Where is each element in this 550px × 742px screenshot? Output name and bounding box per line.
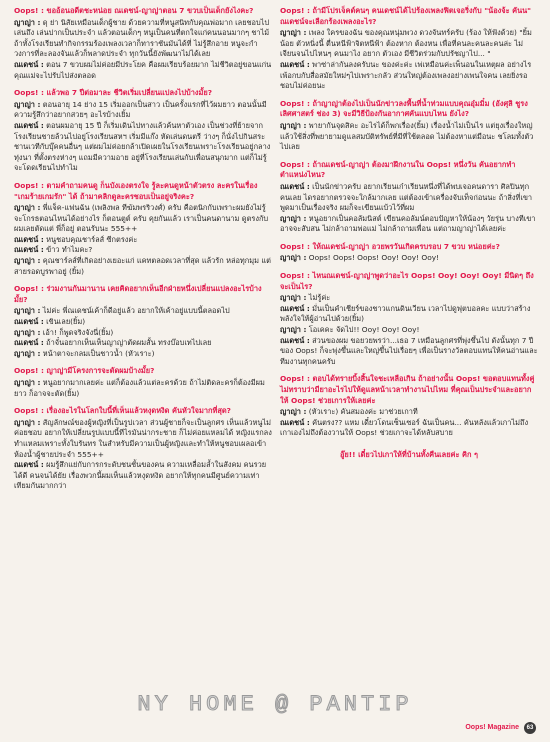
answer-text: หนูอยากเป็นคอลัมนิสต์ เขียนคอลัมน์ตอบปัญหาให้น้องๆ วัยรุ่น บางทีเขาอาจจะสับสน ไม่กล้าถามพ่อแม่ ไม่กล้าถามเพื่อน แต่ถามญาญ่าได้เลยค่ะ [280, 213, 536, 234]
magazine-name: Oops! Magazine [465, 724, 520, 731]
interview-answer [280, 336, 538, 368]
interview-answer [14, 60, 272, 81]
speaker-name: ณเดชน์ : [14, 317, 44, 327]
speaker-name: ณเดชน์ : [14, 338, 44, 348]
interview-answer [14, 256, 272, 277]
interview-question: Oops! : ถ้ามีโปรเจ็คต์คนๆ คนเดชน์ได้ไปร้องเพลงฟิตเจอริ่งกับ "น้องจ้ะ คันน" ณเดชน์จะเลือกร้องเพลงอะไร? [280, 6, 532, 26]
answer-text: ไม่ค่ะ พี่ณเดชน์เค้าก็ดีอยู่แล้ว อยากให้เค้าอยู่แบบนี้ตลอดไป [42, 306, 230, 316]
answer-text: เอ้า! ก็พูดจริงจังนี่(ยิ้ม) [42, 327, 114, 337]
answer-text: ตอน 7 ขวบผมไม่ค่อยมีประโยค คือผมเรียบร้อยมาก ไม่ชีวิตอยู่ขอนแก่น คุณแม่จะไปรับไปส่งตลอด [14, 59, 272, 80]
speaker-name: ญาญ่า : [280, 253, 307, 263]
interview-answer [14, 349, 272, 360]
speaker-name: ญาญ่า : [14, 306, 41, 316]
speaker-name: ณเดชน์ : [14, 460, 44, 470]
interview-answer [280, 407, 538, 418]
closing-note: อู๊ย!! เดี๋ยวไปเกาให้ที่บ้านทั้งคืนเลยค่ะ คิก ๆ [339, 449, 478, 459]
interview-answer [14, 100, 272, 121]
interview-question: Oops! : ถ้าณเดชน์-ญาญ่า ต้องมาฝึกงานใน Oops! หนึ่งวัน คันอยากทำตำแหน่งไหน? [280, 159, 516, 180]
interview-question: Oops! : ถ้าญาญ่าต้องไปเป็นนักข่าวลงพื้นที่น้ำท่วมแบบคุณอุ๋มมิ๋ม (อังศุลิ ชูรงเลิศศาสตร์ ช่อง 3) จะมีวิธีป้องกันอากาศคันแบบไหน ยังไง? [280, 98, 528, 119]
right-column [280, 6, 538, 468]
answer-text: ตอนอายุ 14 ย่าง 15 เริ่มออกเป็นสาว เป็นครั้งแรกที่ไว้ผมยาว ตอนนั้นมีความรู้สึกว่าอยากสวยๆ อะไรบ้างเยิ้ม [14, 99, 267, 120]
interview-answer [14, 18, 272, 60]
interview-question: Oops! : ตามคำถามคนดู ก็นบังเองตรงใจ รู้ละคนดูหน้าตัวตรง ละครในเรื่อง "เกมร้ายเกมรัก" ได้ ถ้ามาคลิกดูละครชอบเป็นอยู่จริงคะ? [14, 180, 258, 201]
interview-answer [14, 338, 272, 349]
interview-answer [280, 121, 538, 153]
interview-answer [280, 214, 538, 235]
interview-answer [14, 378, 272, 399]
interview-question: Oops! : ร่วมงานกันมานาน เคยคิดอยากเห็นอีกฝ่ายหนึ่งเปลี่ยนแปลงอะไรบ้างมั้ย? [14, 284, 262, 304]
answer-text: ถ้าจั๋นอยากเห็นเห็นญาญ่าตัดผมสั้น ทรงบ๊อบเทไปเลย [46, 338, 212, 348]
speaker-name: ณเดชน์ : [280, 335, 310, 345]
interview-answer [14, 235, 272, 246]
speaker-name: ญาญ่า : [14, 99, 41, 109]
answer-text: ดุ ย่า นิสัยเหมือนเด็กผู้ชาย ด้วยความที่หนูสนิทกับคุณพ่อมาก เลยชอบไปเล่นถึง เล่นปากเป็นประจำ แล้วตอนเด็กๆ หนูเป็นคนที่ตกใจแก่คนนอนมากๆ ชาไม้ถ้าทั้งโรงเรียนทำกิจกรรมร้องเพลงเวลาก็ทาราชันมันได้ที่ ไม่รู้สึกอาย หนูจะกำวงการที่ละลองจันแล้วก็พลาดประจำ ทุกวันนี้ยังพัฒนาไม่ได้เลย [14, 17, 270, 59]
watermark: NY HOME @ PANTIP [137, 692, 413, 717]
speaker-name: ญาญ่า : [14, 417, 41, 427]
speaker-name: ณเดชน์ : [14, 234, 44, 244]
speaker-name: ณเดชน์ : [14, 59, 44, 69]
answer-text: เป็นนักข่าวครับ อยากเรียนเก๋าเรียนหนึ่งที่ได้พบเจอคนดารา ศิลปินทุกคนเลย ไดรอยากตรวจจะใกล้มากเลย แต่ต้องเข้าเครื่องจับเท็จก่อนนะ ถ้าสิ่งที่เขาพูดมาเป็นเรื่องจริง ผมก็จะเขียนแบ้วไว้ที่ผม [280, 181, 533, 213]
interview-answer [14, 418, 272, 460]
interview-question: Oops! : ขออ้อนอดีตชะหน่อย ณเดชน์-ญาญ่าตอน 7 ขวบเป็นเด็กยังไงคะ? [14, 6, 254, 15]
interview-question: Oops! : เรื่องอะไรในโลกใบนี้ที่เห็นแล้วหงุดหงิด คันหัวใจมากที่สุด? [14, 406, 231, 416]
speaker-name: ญาญ่า : [280, 407, 307, 417]
interview-answer [280, 28, 538, 60]
answer-text: ตอนผมอายุ 15 ปี ก็เริ่มเดินไปทางแล้วค้นหาตัวเอง เป็นช่วงที่ย้ายจากโรงเรียนชายล้วนไปอยู่โรงเรียนสหฯ เริ่มมีแก๊ง หัดเล่นดนตรี ว่างๆ ก็นั่งไปกินสระชานเวทีกับบุ๊คคนอื่นๆ แต่ผมไม่ค่อยกล้าเปิดเผยในโรงเรียนเพราะโรงเรียนอยู่กลางทุ่งนา ที่ตั้งตรงห่างๆ แถมมีความอาย อยู่ที่โรงเรียนเล่นกับเพื่อนสนุกมาก แต่ก็ไม่รู้จะโดดเรียนไปทำไม [14, 120, 271, 173]
speaker-name: ญาญ่า : [14, 256, 41, 266]
spacer [280, 264, 538, 271]
speaker-name: ณเดชน์ : [280, 303, 310, 313]
interview-question: Oops! : ไหนณเดชน์-ญาญ่าพูดว่าอะไร Oops! Ooy! Ooy! Ooy! มีนิดๆ ถึงจะเป็นไร? [280, 271, 534, 291]
speaker-name: ณเดชน์ : [14, 120, 44, 130]
interview-answer [14, 245, 272, 256]
speaker-name: ณเดชน์ : [14, 245, 44, 255]
answer-text: ไม่รู้ค่ะ [308, 293, 331, 303]
speaker-name: ญาญ่า : [14, 17, 41, 27]
interview-answer [14, 306, 272, 317]
speaker-name: ญาญ่า : [280, 28, 307, 38]
answer-text: คันตรง?? แหม เดี๋ยวโดนเซ็นเซอร์ ฉันเป็นคน... คันหลังแล้วเกาไม่ถึง เกาเองไม่ถึงต้องวานให้ Oops! ช่วยเกาจะได้หลับสบาย [280, 417, 529, 438]
speaker-name: ญาญ่า : [280, 120, 307, 130]
speaker-name: ญาญ่า : [14, 203, 41, 213]
answer-text: ส่วนของผม ขอยวยพรว่า...เธอ 7 เหมือนลูกศรที่พุ่งขึ้นไป ดังนั้นทุก 7 ปีของ Oops! ก็จะพุ่งขึ้นและใหญ่ขึ้นไปเรื่อยๆ เพื่อเป็นรางวัลตอบแทนให้คนอ่านและทีมงานทุกคนครับ [280, 335, 538, 366]
speaker-name: ณเดชน์ : [280, 417, 310, 427]
left-column [14, 6, 272, 492]
speaker-name: ญาญ่า : [280, 213, 307, 223]
answer-text: Oops! Oops! Oops! Ooy! Ooy! Ooy! [308, 253, 440, 263]
interview-answer [280, 418, 538, 439]
answer-text: หนูอยากมากเลยค่ะ แต่ก็ต้องแล้วแต่ละครด้วย ถ้าไม่ติดละครก็ต้องมีผมยาว ก็อาจจะตัด(ยิ้ม) [14, 378, 265, 398]
spacer [280, 92, 538, 99]
speaker-name: ณเดชน์ : [280, 181, 310, 191]
speaker-name: ญาญ่า : [14, 378, 41, 387]
answer-text: พายากันจุดสิคะ อะไรได้ก็พกเรื่อง(ยิ้ม) เรื่องน้ำไม่เป็นไร แต่ยุงเรื่องใหญ่ แล้วใช้สิ่งที่พยายามดูแลสมบัติทรัพย์ที่มีที่ใช้ตลอด ไม่ต้องหาแต่มือนะ ชโลมทั้งตัวไปเลย [280, 120, 534, 152]
speaker-name: ญาญ่า : [280, 325, 307, 335]
interview-answer [280, 60, 538, 92]
interview-question: Oops! : ตอบได้ทรายบิ้งสิ้นใจชะเหลือเกิน ถ้าอย่างนั้น Oops! ขอตอบแทนทั้งคู่ ไม่ทราบว่ามียาอะไรไปให้ดูแลหน้าเวลาทำงานไปไหม ที่คุณเป็นประจำและอยากให้ Oops! ช่วยเการให้เลยค่ะ [280, 374, 535, 405]
interview-answer [280, 253, 538, 264]
interview-question: Oops! : ให้ณเดชน์-ญาญ่า อวยพรวันเกิดครบรอบ 7 ขวบ หน่อยค่ะ? [280, 241, 500, 251]
interview-answer [280, 182, 538, 214]
answer-text: คุณชาร์ลส์ที่เกิดอย่างเยอะแก่ แคทตลอดเวลาที่สุด แล้วรัก หล่อทุกมุม แต่สายรอดบูรพาอยู่ (ยิ้ม) [14, 256, 271, 276]
interview-answer [14, 328, 272, 339]
answer-text: โอเคคะ จัดไป!! Ooy! Ooy! Ooy! [308, 325, 420, 335]
page-number: 63 [524, 722, 536, 734]
interview-answer [280, 304, 538, 325]
interview-answer [14, 121, 272, 174]
answer-text: ข้าว ทำไมคะ? [46, 245, 93, 255]
answer-text: พี่แจ็ค-แฟนฉัน (เพลิงพล ทีฆัมพรริวงศ์) ครับ คือตนิกกับเพราะผมยังไม่รู้จะโกรธตอนไหนได้อย่างไร ก็ตอนตูต์ ครับ คุยกันแล้ว เราเป็นคนดานาม ดูตรงกับ ผมเลยตัดแต่ พี่ก็อยู่ ตอนรับนะ 555++ [14, 203, 269, 234]
answer-text: ผมรู้สึกแย่กับการกระดับชนชั้นของคน ความเหลื่อมล้ำในสังคม คนรวยได้ดี คนจนได้ยัย เรื่องพวกนี้ผมเห็นแล้วหงุดหงิด อยากให้ทุกคนมีศูนย์ความเท่าเทียมกันมากกว่า [14, 460, 267, 491]
answer-text: มั่นเป็นคำเชียร์ของชาวแกนดินเวียน เวลาไปดูฟุตบอลคะ แบบว่าสร้างพลังใจให้ผู้อ่านไปด้วย(ยิ้ม) [280, 303, 531, 324]
interview-answer [280, 293, 538, 304]
answer-text: พาซ่าล่ากันลงครับนะ ของค่ะค่ะ เพ่เหมือนค่ะเพ็นอนในเหตุผล อย่างไรเพ้อกบกับสื่อสมัยใหม่ๆไปเพราะกลัว ส่วนใหญ่ต้องเพลงอย่างเพนใจคน เลยยิ่งรอชอบไม่ค่อยนะ [280, 59, 532, 91]
answer-text: เพลง ใครของฉัน ของคุณหนุ่มพวง ดวงจันทร์ครับ (ร้อง ให้ฟังด้วย) "ยิ้มน้อย ตัวหนิ่งนี้ ตื่นหนีฟ้าจิตหนีฟ้า ต้องหาก ต้องหน เพื่อที่คนละคนละคนล่ะ ไม่เจียนจนไปไหนๆ คนมาไง อยาก ตัวเอง มีชีวิตร่วมกับปรัชญาไป... " [280, 28, 532, 59]
answer-text: เขินเลย(ยิ้ม) [46, 317, 86, 327]
answer-text: สัญลักษณ์ของผู้หญิงที่เป็นรูปเวลา ส่วนผู้ชายก็จะเป็นลูกศร เห็นแล้วหนูไม่ค่อยชอบ อยากให้เปลี่ยนรูปแบบนี้ทีไรมันน่ากระชาย ก็ไม่ค่อยแหลมได้ หญิงแรกลงทำแหลมเพราะทั้งใบรันทร ในสำหรับมีความเป็นผู้หญิงและทำให้หนูชอบเผลอเข้าห้องน้ำผู้ชายประจำ 555++ [14, 417, 272, 459]
answer-text: หนูชอบคุณชาร์ลส์ ซีกตรงค่ะ [46, 234, 138, 244]
spacer [280, 235, 538, 242]
answer-text: หน้าตาจะกลมเป็นชาวน้ำ (หัวเราะ) [42, 348, 155, 358]
spacer [280, 439, 538, 446]
answer-text: (หัวเราะ) คันสมองค่ะ มาช่วยเกาที [308, 407, 418, 417]
speaker-name: ญาญ่า : [14, 327, 41, 337]
interview-question: Oops! : แล้วพอ 7 ปีต่อมาละ ชีวิตเริ่มเปลี่ยนแปลงไปบ้างมั้ย? [14, 88, 212, 98]
page-footer [465, 722, 536, 734]
speaker-name: ญาญ่า : [14, 348, 41, 358]
spacer [14, 174, 272, 181]
interview-question: Oops! : ญาญ่ามีโครงการจะตัดผมบ้างมั้ย? [14, 366, 155, 376]
interview-answer [14, 460, 272, 492]
speaker-name: ญาญ่า : [280, 293, 307, 303]
speaker-name: ณเดชน์ : [280, 59, 310, 69]
interview-answer [280, 325, 538, 336]
interview-answer [14, 203, 272, 235]
interview-answer [14, 317, 272, 328]
spacer [280, 153, 538, 160]
